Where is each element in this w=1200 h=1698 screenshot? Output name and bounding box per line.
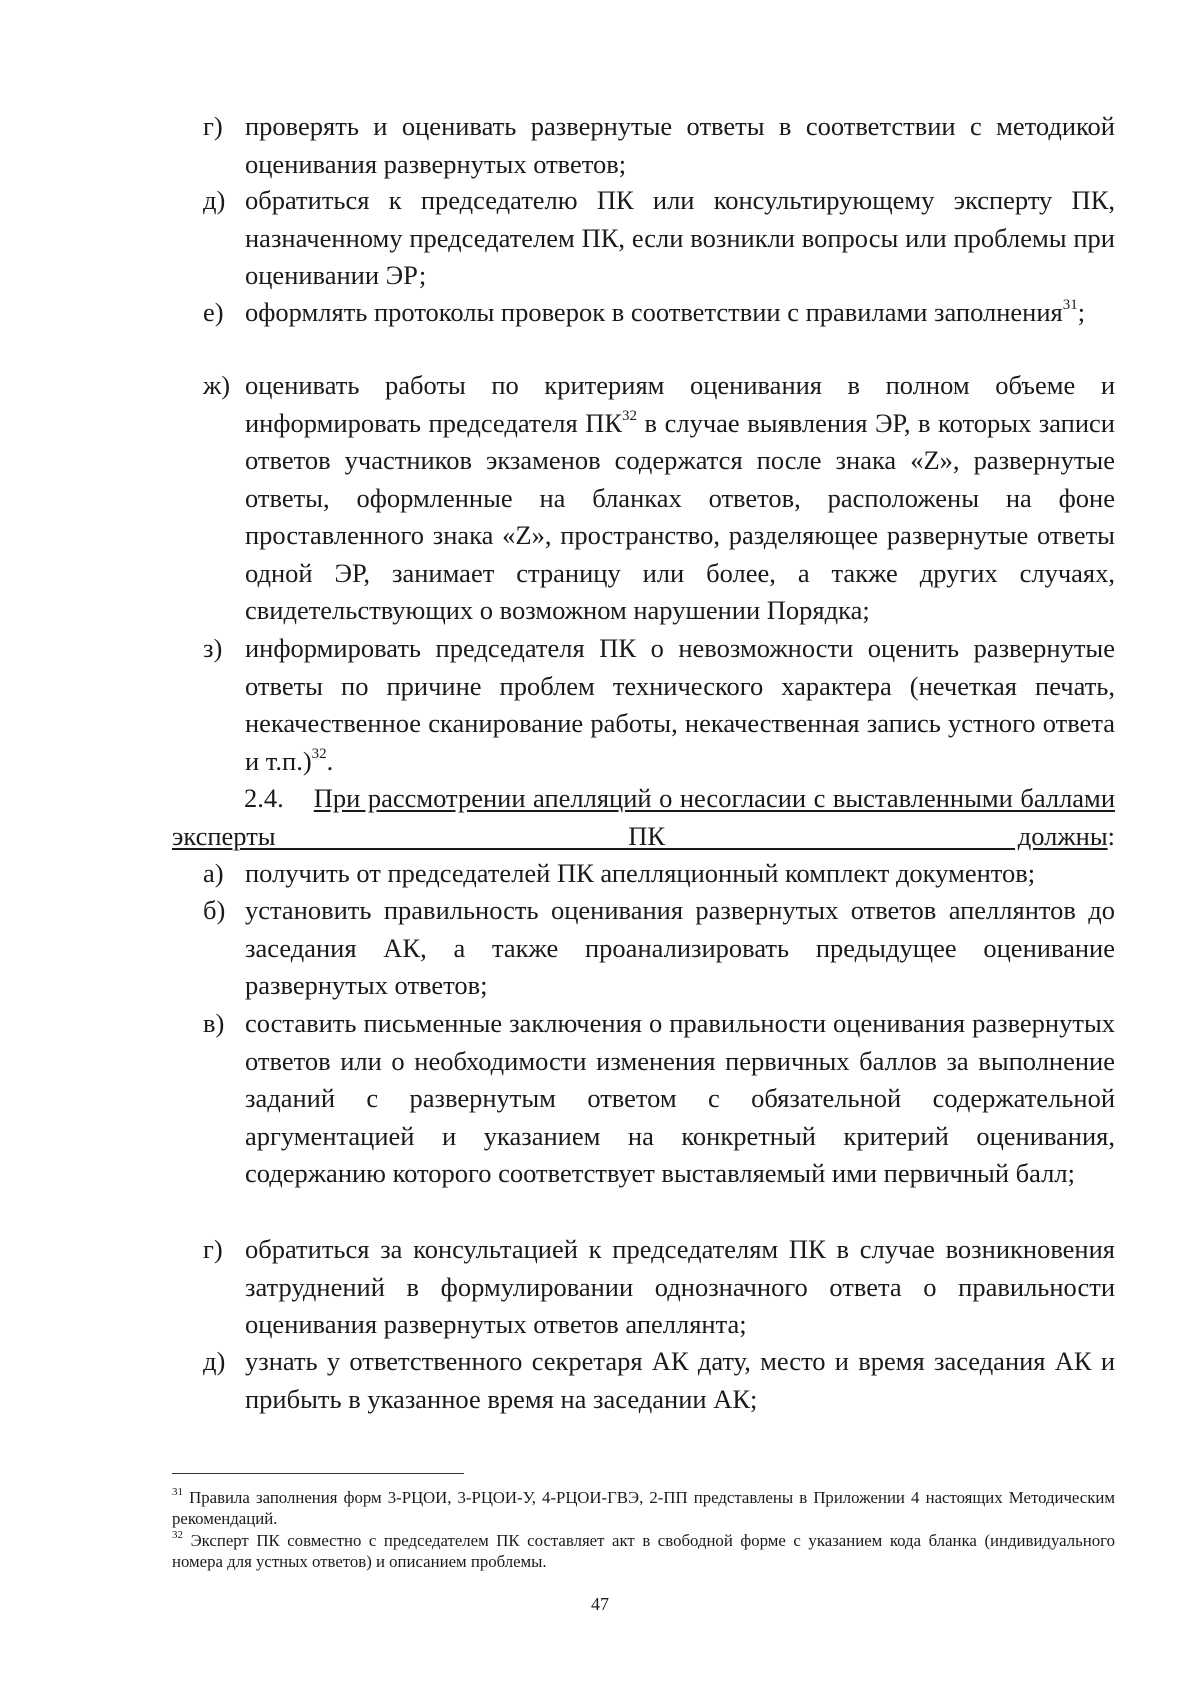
footnote-ref-32[interactable]: 32 [311, 745, 327, 762]
section-heading-text: При рассмотрении апелляций о несогласии с выставленными баллами эксперты ПК должны [172, 783, 1116, 851]
footnote-number: 32 [172, 1529, 183, 1542]
list-item-d-contact [203, 182, 1115, 295]
list-item-a-receive [203, 855, 1115, 893]
list-item-z-inform [203, 630, 1115, 780]
list-marker: е) [203, 297, 224, 327]
section-2-4-heading [172, 780, 1115, 855]
list-item-text-main: оформлять протоколы проверок в соответствии с правилами заполнения [245, 297, 1063, 327]
list-item-text [245, 630, 1115, 780]
list-item-g-consult [203, 1231, 1115, 1344]
section-heading-line [172, 780, 1115, 855]
list-marker: г) [203, 111, 223, 141]
list-item-text: обратиться к председателю ПК или консультирующему эксперту ПК, назначенному председателем ПК, если возникли вопросы или проблемы при оценивании ЭР; [245, 185, 1115, 290]
list-item-g-check [203, 108, 1115, 183]
list-marker: б) [203, 895, 226, 925]
list-item-text [245, 367, 1115, 630]
list-item-text: узнать у ответственного секретаря АК дату, место и время заседания АК и прибыть в указанное время на заседании АК; [245, 1346, 1115, 1414]
list-marker: д) [203, 1346, 226, 1376]
list-marker: д) [203, 185, 226, 215]
list-item-text-b: в случае выявления ЭР, в которых записи ответов участников экзаменов содержатся после знака «Z», развернутые ответы, оформленные на бланках ответов, расположены на фоне проставленного знака «Z», пространство, разделяющее развернутые ответы одной ЭР, занимает страницу или более, а также других случаях, свидетельствующих о возможном нарушении Порядка; [245, 407, 1115, 625]
list-item-text-tail: . [326, 745, 334, 776]
footnote-separator [172, 1473, 464, 1474]
section-number: 2.4. [244, 783, 284, 813]
list-item-b-establish [203, 892, 1115, 1005]
footnote-ref-31[interactable]: 31 [1062, 297, 1078, 314]
list-marker: г) [203, 1234, 223, 1264]
list-item-zh-evaluate [203, 367, 1115, 630]
list-item-text-main: информировать председателя ПК о невозможности оценить развернутые ответы по причине проблем технического характера (нечеткая печать, некачественное сканирование работы, некачественная запись устного ответа и т.п.) [245, 633, 1115, 776]
list-marker: в) [203, 1008, 225, 1038]
footnote-number: 31 [172, 1486, 183, 1499]
list-item-text: получить от председателей ПК апелляционный комплект документов; [245, 858, 1036, 888]
footnote-ref-32[interactable]: 32 [622, 407, 638, 424]
list-item-text: установить правильность оценивания развернутых ответов апеллянтов до заседания АК, а также проанализировать предыдущее оценивание развернутых ответов; [245, 895, 1115, 1000]
section-heading-tail: : [1107, 820, 1115, 851]
list-item-e-protocols [203, 294, 1115, 332]
list-item-d-secretary [203, 1343, 1115, 1418]
list-marker: а) [203, 858, 224, 888]
list-item-text: составить письменные заключения о правильности оценивания развернутых ответов или о необходимости изменения первичных баллов за выполнение заданий с развернутым ответом с обязательной содержательной аргументацией и указанием на конкретный критерий оценивания, содержанию которого соответствует выставляемый ими первичный балл; [245, 1008, 1115, 1188]
list-item-text-a: оценивать работы по критериям оценивания в полном объеме и информировать председателя ПК [245, 370, 1115, 438]
footnote-text: Правила заполнения форм 3-РЦОИ, 3-РЦОИ-У, 4-РЦОИ-ГВЭ, 2-ПП представлены в Приложении 4 настоящих Методическим рекомендаций. [172, 1488, 1115, 1528]
footnote-32 [172, 1530, 1115, 1572]
list-item-text [245, 294, 1115, 332]
footnote-text: Эксперт ПК совместно с председателем ПК составляет акт в свободной форме с указанием кода бланка (индивидуального номера для устных ответов) и описанием проблемы. [172, 1531, 1115, 1571]
list-item-text-tail: ; [1077, 297, 1086, 327]
list-marker: з) [203, 633, 223, 663]
page-number: 47 [591, 1594, 609, 1614]
list-marker: ж) [203, 370, 231, 400]
list-item-v-conclusions [203, 1005, 1115, 1193]
list-item-text: проверять и оценивать развернутые ответы в соответствии с методикой оценивания развернутых ответов; [245, 111, 1115, 179]
list-item-text: обратиться за консультацией к председателям ПК в случае возникновения затруднений в формулировании однозначного ответа о правильности оценивания развернутых ответов апеллянта; [245, 1234, 1115, 1339]
footnote-31 [172, 1487, 1115, 1529]
